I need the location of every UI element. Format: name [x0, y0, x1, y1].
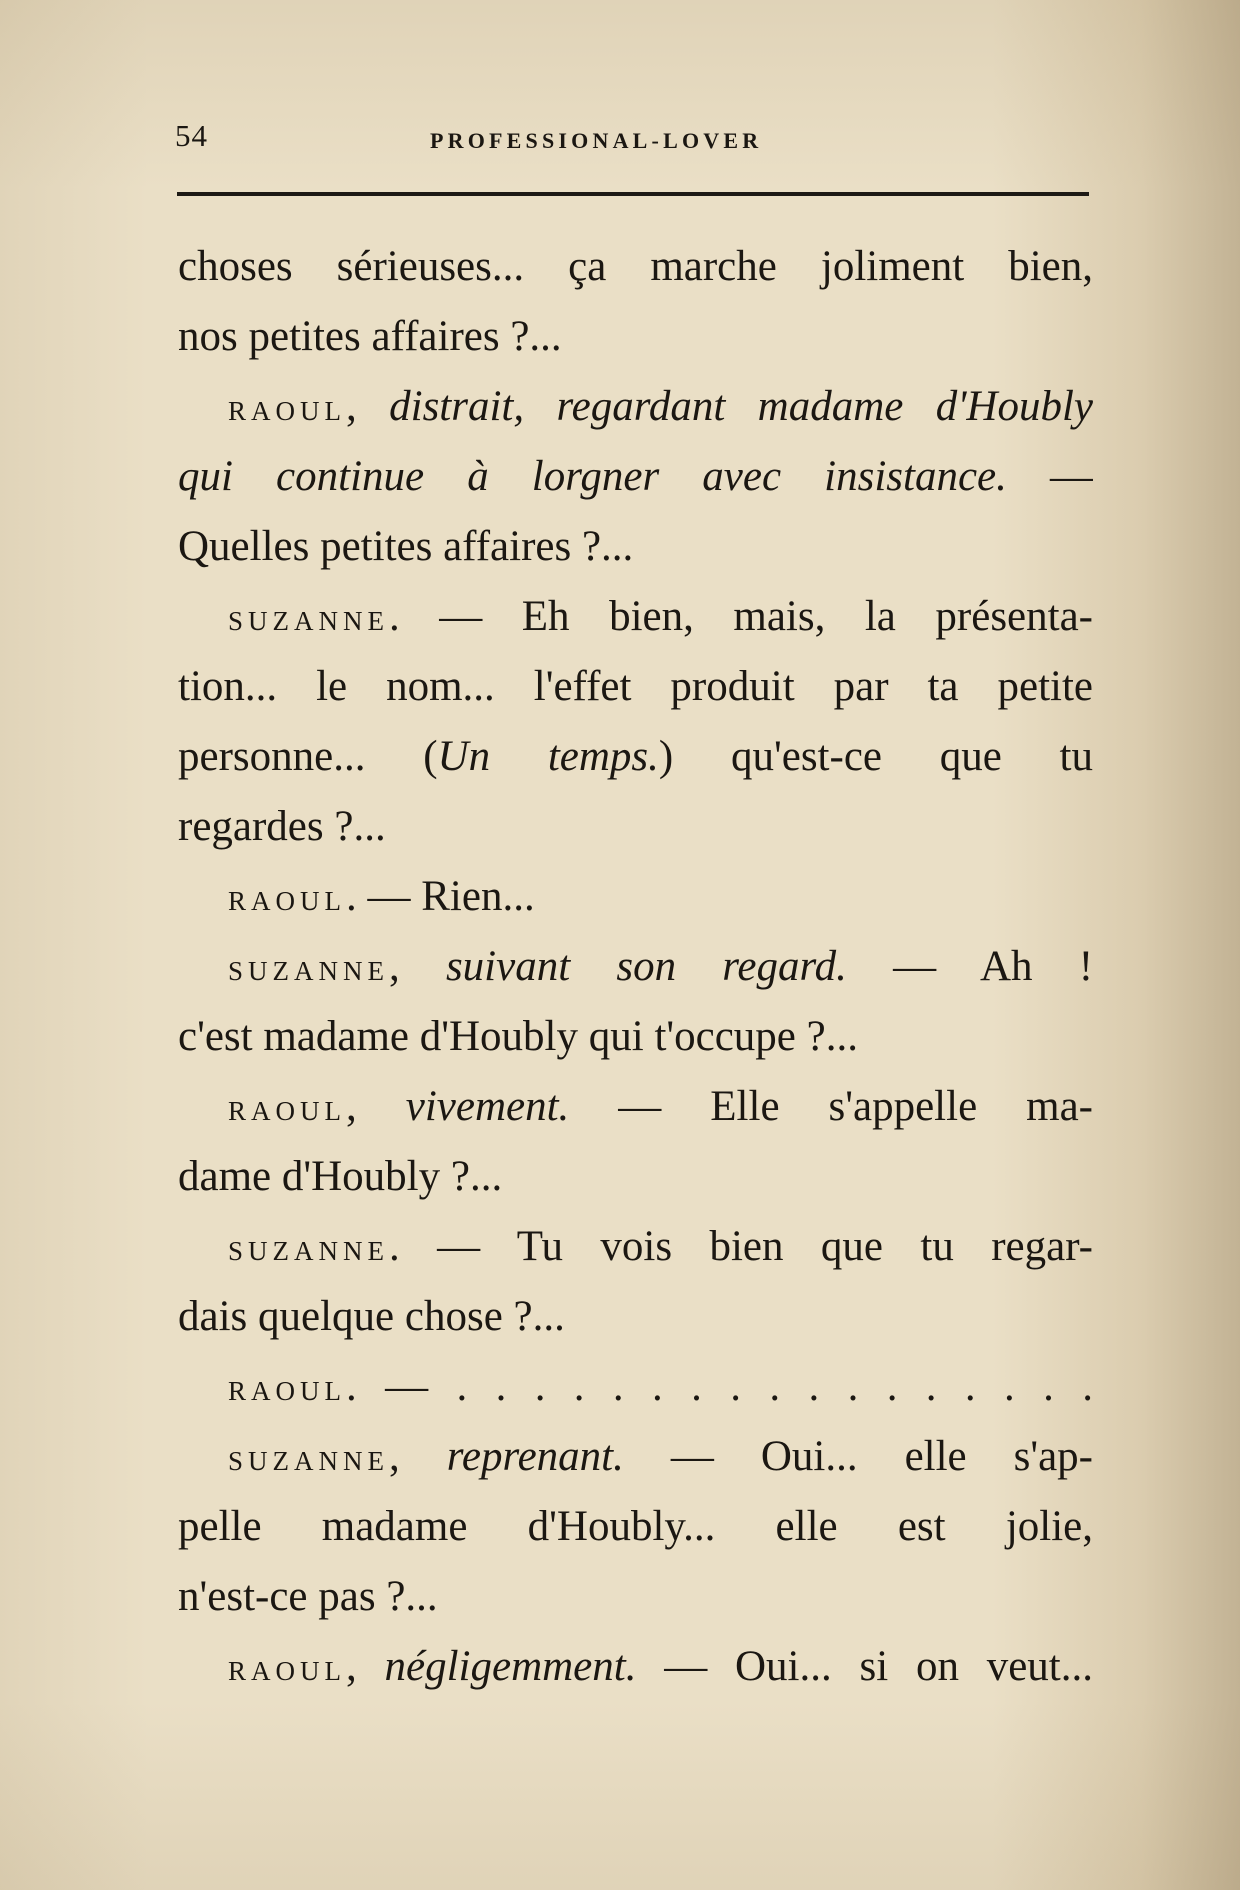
- text-line: [178, 512, 1093, 582]
- text-line: [178, 372, 1093, 442]
- speaker-name: RAOUL: [228, 1096, 346, 1126]
- dialogue-text: n'est-ce pas ?...: [178, 1573, 438, 1620]
- stage-direction: Un temps.: [437, 733, 659, 780]
- running-title: PROFESSIONAL-LOVER: [430, 128, 763, 153]
- stage-direction: reprenant.: [446, 1433, 624, 1480]
- text-line: [178, 442, 1093, 512]
- body-text: [178, 232, 1093, 1702]
- speaker-name: RAOUL: [228, 396, 346, 426]
- text-line: [178, 1352, 1093, 1422]
- dialogue-text: ,: [389, 1433, 447, 1480]
- dialogue-text: c'est madame d'Houbly qui t'occupe ?...: [178, 1013, 858, 1060]
- stage-direction: qui continue à lorgner avec insistance.: [178, 453, 1007, 500]
- text-line: [178, 652, 1093, 722]
- dialogue-text: . — Eh bien, mais, la présenta-: [389, 593, 1093, 640]
- dialogue-text: tion... le nom... l'effet produit par ta petite: [178, 663, 1093, 710]
- text-line: [178, 1002, 1093, 1072]
- running-head: [175, 118, 1090, 158]
- text-line: [178, 1212, 1093, 1282]
- header-rule: [177, 192, 1089, 196]
- stage-direction: distrait, regardant madame d'Houbly: [389, 383, 1093, 430]
- speaker-name: RAOUL: [228, 1656, 346, 1686]
- dialogue-text: — Elle s'appelle ma-: [569, 1083, 1093, 1130]
- text-line: [178, 1142, 1093, 1212]
- dialogue-text: — Oui... elle s'ap-: [623, 1433, 1093, 1480]
- text-line: [178, 582, 1093, 652]
- dialogue-text: . — Tu vois bien que tu regar-: [389, 1223, 1093, 1270]
- dialogue-text: ,: [346, 1083, 406, 1130]
- speaker-name: RAOUL: [228, 886, 346, 916]
- text-line: [178, 1072, 1093, 1142]
- dialogue-text: choses sérieuses... ça marche joliment bien,: [178, 243, 1093, 290]
- text-line: [178, 1282, 1093, 1352]
- speaker-name: SUZANNE: [228, 956, 389, 986]
- dialogue-text: ,: [346, 383, 390, 430]
- speaker-name: RAOUL: [228, 1376, 346, 1406]
- text-line: [178, 232, 1093, 302]
- speaker-name: SUZANNE: [228, 1446, 389, 1476]
- dialogue-text: ,: [346, 1643, 385, 1690]
- stage-direction: suivant son regard.: [445, 943, 847, 990]
- text-line: [178, 1632, 1093, 1702]
- dialogue-text: Quelles petites affaires ?...: [178, 523, 634, 570]
- dialogue-text: nos petites affaires ?...: [178, 313, 562, 360]
- text-line: [178, 1492, 1093, 1562]
- page-number: 54: [175, 118, 208, 153]
- speaker-name: SUZANNE: [228, 1236, 389, 1266]
- dialogue-text: personne... (: [178, 733, 438, 780]
- speaker-name: SUZANNE: [228, 606, 389, 636]
- text-line: [178, 862, 1093, 932]
- text-line: [178, 1562, 1093, 1632]
- dialogue-text: ) qu'est-ce que tu: [658, 733, 1093, 780]
- dialogue-text: . — Rien...: [346, 873, 535, 920]
- stage-direction: négligemment.: [384, 1643, 637, 1690]
- stage-direction: vivement.: [405, 1083, 570, 1130]
- text-line: [178, 722, 1093, 792]
- dialogue-text: — Oui... si on veut...: [636, 1643, 1093, 1690]
- dialogue-text: pelle madame d'Houbly... elle est jolie,: [178, 1503, 1093, 1550]
- dialogue-text: dame d'Houbly ?...: [178, 1153, 503, 1200]
- dialogue-text: —: [1006, 453, 1093, 500]
- dialogue-text: regardes ?...: [178, 803, 386, 850]
- dialogue-text: — Ah !: [846, 943, 1093, 990]
- dialogue-text: . — . . . . . . . . . . . . . . . . .: [346, 1363, 1093, 1410]
- text-line: [178, 302, 1093, 372]
- text-line: [178, 1422, 1093, 1492]
- dialogue-text: ,: [389, 943, 446, 990]
- text-line: [178, 792, 1093, 862]
- dialogue-text: dais quelque chose ?...: [178, 1293, 565, 1340]
- text-line: [178, 932, 1093, 1002]
